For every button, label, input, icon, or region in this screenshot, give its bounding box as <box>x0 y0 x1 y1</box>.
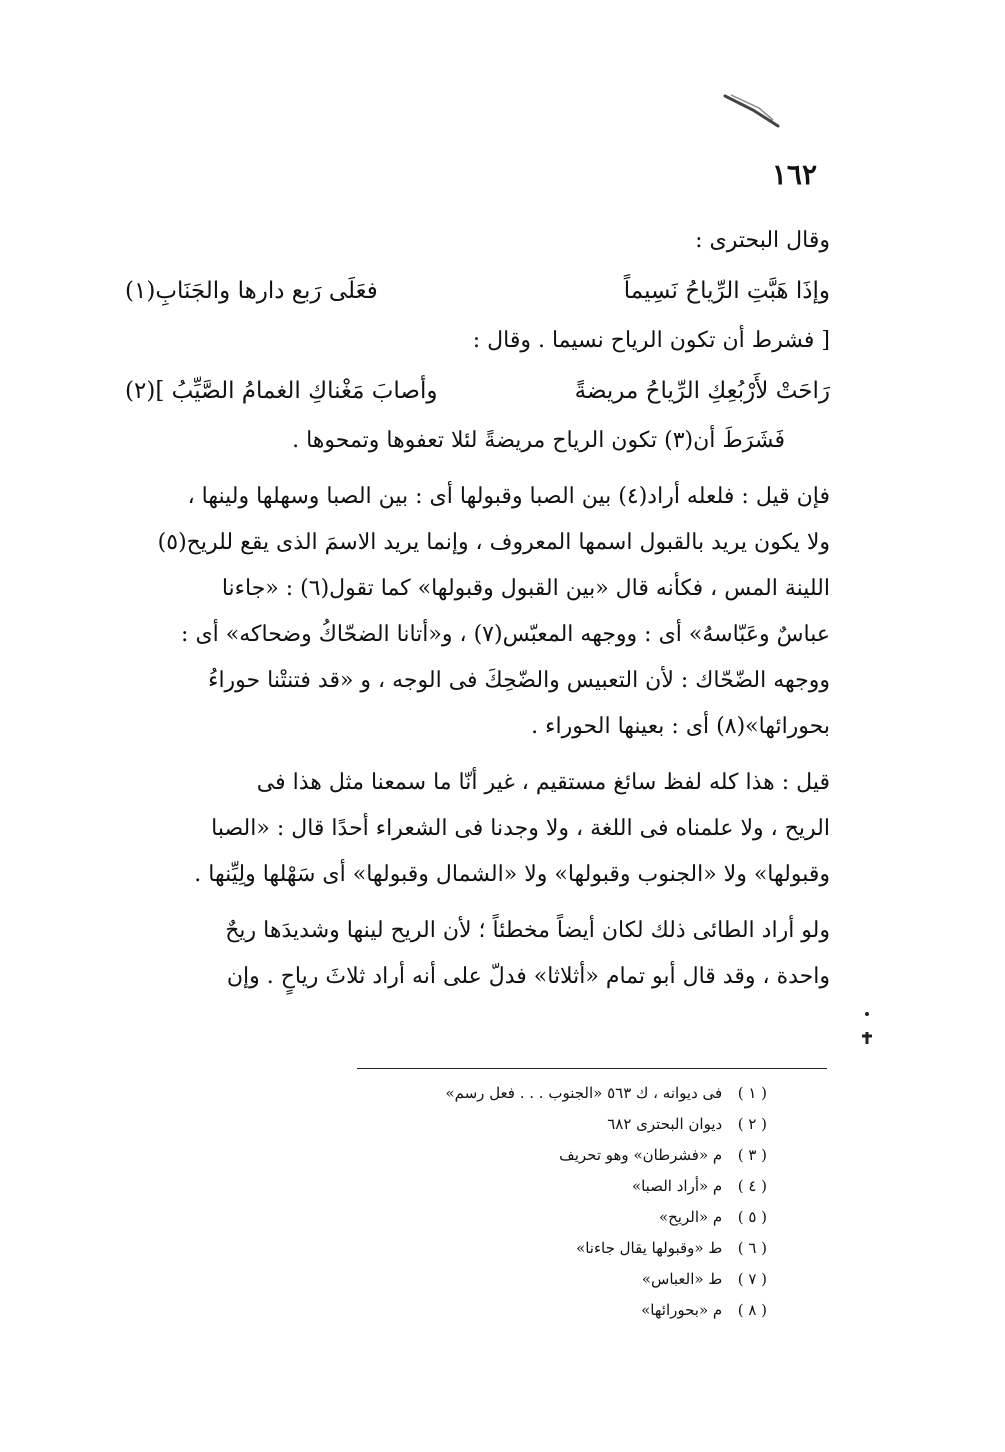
text-line: اللينة المس ، فكأنه قال «بين القبول وقبولها» كما تقول(٦) : «جاءنا <box>221 576 830 601</box>
footnotes <box>247 1078 767 1326</box>
footnote-text: فى ديوانه ، ك ٥٦٣ «الجنوب . . . فعل رسم» <box>445 1084 723 1102</box>
main-text <box>125 218 830 1000</box>
text-line: فَشَرَطَ أن(٣) تكون الرياح مريضةً لئلا تعفوها وتمحوها . <box>292 428 785 453</box>
text-line: وقال البحترى : <box>695 228 830 253</box>
verse-second-hemistich: وأصابَ مَغْناكِ الغمامُ الصَّيِّبُ ](٢) <box>125 378 438 404</box>
text-line: ووجهه الضّحّاك : لأن التعبيس والضّحِكَ فى الوجه ، و «قد فتنتْنا حوراءُ <box>208 668 830 693</box>
text-line: واحدة ، وقد قال أبو تمام «أثلاثا» فدلّ على أنه أراد ثلاثَ رياحٍ . وإن <box>226 964 830 989</box>
footnote <box>247 1233 767 1264</box>
footnote-text: ديوان البحترى ٦٨٢ <box>607 1115 723 1133</box>
text-line: الريح ، ولا علمناه فى اللغة ، ولا وجدنا فى الشعراء أحدًا قال : «الصبا <box>211 816 830 841</box>
text-line: فإن قيل : فلعله أراد(٤) بين الصبا وقبولها أى : بين الصبا وسهلها ولينها ، <box>187 484 830 509</box>
footnote-text: م «أراد الصبا» <box>631 1177 723 1195</box>
poem-verse <box>125 264 830 318</box>
footnote-separator <box>357 1068 827 1069</box>
text-line: قيل : هذا كله لفظ سائغ مستقيم ، غير أنّا ما سمعنا مثل هذا فى <box>256 770 830 795</box>
footnote-number: ( ٣ ) <box>737 1146 767 1164</box>
footnote-text: م «بحورائها» <box>641 1301 723 1319</box>
text-line: عباسٌ وعَبّاسهُ» أى : ووجهه المعبّس(٧) ، و«أتانا الضحّاكُ وضحاكه» أى : <box>181 622 830 647</box>
footnote-text: ط «وقبولها يقال جاءنا» <box>576 1239 723 1257</box>
footnote-number: ( ٨ ) <box>737 1301 767 1319</box>
margin-marks <box>859 1010 875 1055</box>
footnote <box>247 1140 767 1171</box>
text-line: [ فشرط أن تكون الرياح نسيما . وقال : <box>472 328 830 353</box>
footnote <box>247 1264 767 1295</box>
text-line: وقبولها» ولا «الجنوب وقبولها» ولا «الشمال وقبولها» أى سَهْلها ولِيِّنها . <box>194 862 830 887</box>
footnote-number: ( ٢ ) <box>737 1115 767 1133</box>
poem-verse <box>125 364 830 418</box>
scan-smudge <box>723 92 783 132</box>
footnote-number: ( ٤ ) <box>737 1177 767 1195</box>
footnote-text: ط «العباس» <box>641 1270 723 1288</box>
footnote <box>247 1078 767 1109</box>
text-line: ولا يكون يريد بالقبول اسمها المعروف ، وإنما يريد الاسمَ الذى يقع للريح(٥) <box>157 530 830 555</box>
footnote-number: ( ٦ ) <box>737 1239 767 1257</box>
text-line: بحورائها»(٨) أى : بعينها الحوراء . <box>531 714 830 739</box>
footnote-number: ( ١ ) <box>737 1084 767 1102</box>
footnote-text: م «الريح» <box>658 1208 723 1226</box>
verse-first-hemistich: وإذَا هَبَّتِ الرِّياحُ نَسِيماً <box>623 278 830 304</box>
footnote <box>247 1171 767 1202</box>
footnote <box>247 1295 767 1326</box>
footnote <box>247 1109 767 1140</box>
footnote <box>247 1202 767 1233</box>
text-line: ولو أراد الطائى ذلك لكان أيضاً مخطئاً ؛ لأن الريح لينها وشديدَها ريحٌ <box>225 918 830 943</box>
verse-second-hemistich: فعَلَى رَبع دارها والجَنَابِ(١) <box>125 278 378 304</box>
verse-first-hemistich: رَاحَتْ لأَرْبُعِكِ الرِّياحُ مريضةً <box>574 378 830 404</box>
footnote-number: ( ٥ ) <box>737 1208 767 1226</box>
page-number: ١٦٢ <box>771 158 817 191</box>
footnote-text: م «فشرطان» وهو تحريف <box>559 1146 723 1164</box>
footnote-number: ( ٧ ) <box>737 1270 767 1288</box>
